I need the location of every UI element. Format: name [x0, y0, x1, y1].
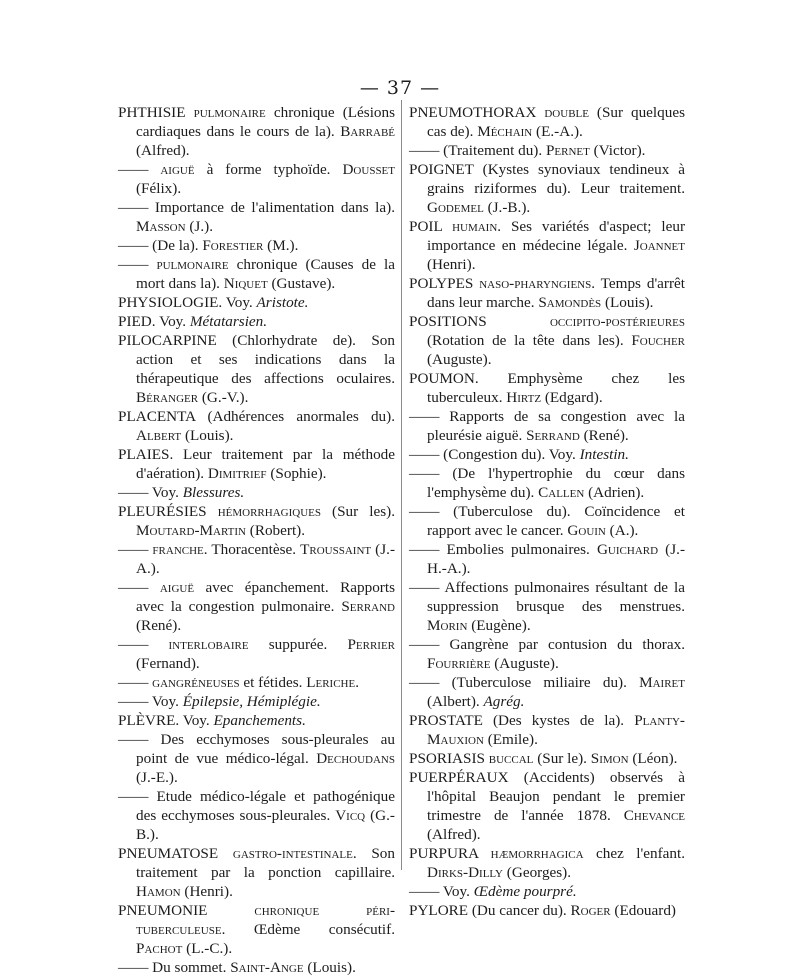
small-caps-text: Béranger	[136, 389, 199, 406]
entry-text: PLAIES. Leur traitement par la méthode d'aération).	[118, 446, 395, 482]
index-entry	[409, 673, 685, 711]
entry-text: chronique (Causes de la mort dans la).	[136, 256, 395, 292]
entry-text: —— (De la).	[118, 237, 203, 254]
entry-text: PLEURÉSIES	[118, 503, 218, 520]
entry-text: ——	[118, 256, 157, 273]
entry-text: (J.-B.).	[483, 199, 531, 216]
entry-text: (Louis).	[181, 427, 234, 444]
entry-text: —— Etude médico-légale et pathogénique des ecchymoses sous-pleurales.	[118, 788, 395, 824]
left-column	[118, 103, 395, 977]
index-entry	[118, 635, 395, 673]
entry-text: POIL	[409, 218, 453, 235]
italic-text: Œdème pourpré.	[473, 883, 577, 900]
index-entry	[118, 483, 395, 502]
entry-text: (E.-A.).	[532, 123, 583, 140]
index-entry	[118, 901, 395, 958]
italic-text: Aristote.	[256, 294, 309, 311]
small-caps-text: Foucher	[631, 332, 685, 349]
index-entry	[118, 103, 395, 160]
entry-text: et fétides.	[239, 674, 307, 691]
small-caps-text: Mairet	[639, 674, 685, 691]
entry-text: —— (Congestion du). Voy.	[409, 446, 580, 463]
entry-text: PURPURA	[409, 845, 491, 862]
index-entry	[409, 749, 685, 768]
small-caps-text: Roger	[570, 902, 611, 919]
entry-text: (Fernand).	[136, 655, 200, 672]
small-caps-text: Moutard-Martin	[136, 522, 246, 539]
index-entry	[118, 787, 395, 844]
entry-text: (Emile).	[483, 731, 538, 748]
index-entry	[118, 312, 395, 331]
entry-text: (Félix).	[136, 180, 182, 197]
small-caps-text: pulmonaire	[193, 104, 266, 121]
small-caps-text: Morin	[427, 617, 468, 634]
small-caps-text: Simon	[590, 750, 629, 767]
small-caps-text: Gouin	[567, 522, 606, 539]
entry-text: —— Des ecchymoses sous-pleurales au point de vue médico-légal.	[118, 731, 395, 767]
small-caps-text: double	[544, 104, 589, 121]
index-entry	[118, 160, 395, 198]
small-caps-text: Pernet	[545, 142, 590, 159]
index-entry	[409, 635, 685, 673]
small-caps-text: Masson	[136, 218, 186, 235]
small-caps-text: Forestier	[202, 237, 264, 254]
small-caps-text: Chevance	[623, 807, 685, 824]
entry-text: (Sur quelques cas de).	[427, 104, 685, 140]
column-divider	[401, 100, 402, 870]
entry-text: (Edouard)	[610, 902, 676, 919]
entry-text: —— (Tuberculose du). Coïncidence et rapport avec le cancer.	[409, 503, 685, 539]
small-caps-text: gastro-intestinale	[232, 845, 353, 862]
entry-text: —— Affections pulmonaires résultant de la suppression brusque des menstrues.	[409, 579, 685, 615]
entry-text: POUMON. Emphysème chez les tuberculeux.	[409, 370, 685, 406]
small-caps-text: Guichard	[596, 541, 659, 558]
entry-text: .	[355, 674, 360, 691]
small-caps-text: Joannet	[633, 237, 685, 254]
small-caps-text: aiguë	[159, 579, 195, 596]
entry-text: (Edgard).	[541, 389, 603, 406]
small-caps-text: Dechoudans	[316, 750, 395, 767]
entry-text: PNEUMOTHORAX	[409, 104, 545, 121]
entry-text: (René).	[579, 427, 629, 444]
entry-text: —— (Traitement du).	[409, 142, 546, 159]
small-caps-text: Samondès	[538, 294, 602, 311]
entry-text: (Léon).	[628, 750, 678, 767]
entry-text: ——	[118, 541, 153, 558]
italic-text: Epanchements.	[213, 712, 306, 729]
entry-text: (Sur les).	[320, 503, 395, 520]
small-caps-text: Dimitrief	[207, 465, 267, 482]
small-caps-text: Leriche	[306, 674, 356, 691]
small-caps-text: Méchain	[477, 123, 533, 140]
entry-text: —— (Tuberculose miliaire du).	[409, 674, 640, 691]
entry-text: (Sur le).	[533, 750, 591, 767]
italic-text: Agrég.	[483, 693, 525, 710]
small-caps-text: Serrand	[341, 598, 395, 615]
entry-text: (Alfred).	[427, 826, 481, 843]
italic-text: Épilepsie, Hémiplégie.	[182, 693, 321, 710]
entry-text: (Gustave).	[267, 275, 336, 292]
index-entry	[409, 578, 685, 635]
entry-text: ——	[118, 636, 169, 653]
entry-text: POSITIONS	[409, 313, 550, 330]
entry-text: PLÈVRE. Voy.	[118, 712, 214, 729]
entry-text: avec épanchement. Rapports avec la congestion pulmonaire.	[136, 579, 395, 615]
entry-text: —— Voy.	[118, 693, 183, 710]
entry-text: (G.-V.).	[198, 389, 249, 406]
small-caps-text: Callen	[538, 484, 585, 501]
entry-text: ——	[118, 579, 160, 596]
entry-text: ——	[118, 161, 161, 178]
entry-text: —— Voy.	[118, 484, 183, 501]
entry-text: —— (De l'hypertrophie du cœur dans l'emphysème du).	[409, 465, 685, 501]
entry-text: —— Embolies pulmonaires.	[409, 541, 597, 558]
index-entry	[409, 369, 685, 407]
entry-text: (G.-B.).	[136, 807, 395, 843]
entry-text: PILOCARPINE (Chlorhydrate de). Son action et ses indications dans la thérapeutique des affections oculaires.	[118, 332, 395, 387]
index-entry	[118, 540, 395, 578]
index-entry	[409, 844, 685, 882]
entry-text: (Albert).	[427, 693, 484, 710]
small-caps-text: buccal	[488, 750, 534, 767]
index-entry	[409, 540, 685, 578]
index-entry	[409, 217, 685, 274]
index-entry	[118, 236, 395, 255]
index-entry	[409, 445, 685, 464]
entry-text: (J.-A.).	[136, 541, 396, 577]
entry-text: (J.).	[185, 218, 213, 235]
entry-text: PLACENTA (Adhérences anormales du).	[118, 408, 395, 425]
small-caps-text: Pachot	[136, 940, 183, 957]
entry-text: (Henri).	[427, 256, 476, 273]
entry-text: POIGNET (Kystes synoviaux tendineux à grains riziformes du). Leur traitement.	[409, 161, 685, 197]
small-caps-text: Vicq	[335, 807, 366, 824]
index-entry	[118, 407, 395, 445]
entry-text: . Ses variétés d'aspect; leur importance en médecine légale.	[427, 218, 685, 254]
index-entry	[118, 958, 395, 977]
index-entry	[409, 312, 685, 369]
entry-text: (Auguste).	[427, 351, 492, 368]
index-entry	[118, 711, 395, 730]
index-entry	[409, 464, 685, 502]
entry-text: . Temps d'arrêt dans leur marche.	[427, 275, 685, 311]
entry-text: à forme typhoïde.	[194, 161, 343, 178]
small-caps-text: Albert	[136, 427, 182, 444]
index-entry	[409, 502, 685, 540]
small-caps-text: Fourrière	[427, 655, 491, 672]
index-entry	[118, 844, 395, 901]
index-entry	[409, 274, 685, 312]
entry-text: PHYSIOLOGIE. Voy.	[118, 294, 257, 311]
entry-text: (Rotation de la tête dans les).	[427, 332, 632, 349]
entry-text: PSORIASIS	[409, 750, 489, 767]
entry-text: (Alfred).	[136, 142, 190, 159]
entry-text: (A.).	[605, 522, 639, 539]
small-caps-text: Barrabé	[340, 123, 395, 140]
entry-text: —— Importance de l'alimentation dans la).	[118, 199, 395, 216]
entry-text: (Auguste).	[490, 655, 559, 672]
entry-text: chronique (Lésions cardiaques dans le cours de la).	[136, 104, 396, 140]
index-entry	[409, 160, 685, 217]
entry-text: (Henri).	[180, 883, 233, 900]
entry-text: (Sophie).	[266, 465, 327, 482]
index-entry	[118, 331, 395, 407]
index-entry	[118, 255, 395, 293]
entry-text: PIED. Voy.	[118, 313, 190, 330]
index-entry	[409, 103, 685, 141]
index-entry	[118, 730, 395, 787]
entry-text: (Robert).	[245, 522, 306, 539]
index-entry	[118, 673, 395, 692]
small-caps-text: hæmorrhagica	[490, 845, 584, 862]
small-caps-text: Niquet	[223, 275, 268, 292]
entry-text: POLYPES	[409, 275, 480, 292]
small-caps-text: Troussaint	[300, 541, 372, 558]
entry-text: (J.-H.-A.).	[427, 541, 685, 577]
index-entry	[118, 445, 395, 483]
entry-text: —— Gangrène par contusion du thorax.	[409, 636, 685, 653]
entry-text: PROSTATE (Des kystes de la).	[409, 712, 635, 729]
italic-text: Intestin.	[579, 446, 629, 463]
entry-text: —— Du sommet.	[118, 959, 231, 976]
entry-text: . Son traitement par la ponction capillaire.	[136, 845, 395, 881]
small-caps-text: Dousset	[342, 161, 395, 178]
small-caps-text: Godemel	[427, 199, 484, 216]
entry-text: (Eugène).	[467, 617, 531, 634]
entry-text: (M.).	[263, 237, 299, 254]
entry-text: (J.-E.).	[136, 769, 178, 786]
entry-text: PUERPÉRAUX (Accidents) observés à l'hôpital Beaujon pendant le premier trimestre de l'année 1878.	[409, 769, 685, 824]
entry-text: (Victor).	[589, 142, 646, 159]
entry-text: . Œdème consécutif.	[221, 921, 395, 938]
index-entry	[118, 578, 395, 635]
small-caps-text: Dirks-Dilly	[427, 864, 503, 881]
small-caps-text: pulmonaire	[156, 256, 229, 273]
entry-text: chez l'enfant.	[583, 845, 685, 862]
small-caps-text: Planty-Mauxion	[427, 712, 685, 748]
small-caps-text: Saint-Ange	[230, 959, 304, 976]
small-caps-text: Hamon	[136, 883, 181, 900]
entry-text: (Louis).	[303, 959, 356, 976]
right-column	[409, 103, 685, 920]
entry-text: —— Rapports de sa congestion avec la pleurésie aiguë.	[409, 408, 685, 444]
small-caps-text: occipito-postérieures	[549, 313, 685, 330]
index-entry	[118, 198, 395, 236]
entry-text: (Georges).	[503, 864, 572, 881]
index-entry	[118, 692, 395, 711]
entry-text: PYLORE (Du cancer du).	[409, 902, 571, 919]
small-caps-text: chronique péri-tuberculeuse	[136, 902, 396, 938]
entry-text: suppurée.	[248, 636, 348, 653]
entry-text: PNEUMATOSE	[118, 845, 233, 862]
small-caps-text: hémorrhagiques	[217, 503, 321, 520]
small-caps-text: Perrier	[347, 636, 396, 653]
page-number: — 37 —	[359, 77, 441, 99]
small-caps-text: Serrand	[526, 427, 580, 444]
small-caps-text: gangréneuses	[152, 674, 240, 691]
italic-text: Blessures.	[182, 484, 245, 501]
small-caps-text: interlobaire	[168, 636, 249, 653]
small-caps-text: naso-pharyngiens	[479, 275, 592, 292]
entry-text: —— Voy.	[409, 883, 474, 900]
italic-text: Métatarsien.	[189, 313, 268, 330]
entry-text: (Louis).	[601, 294, 654, 311]
index-entry	[409, 711, 685, 749]
index-entry	[409, 901, 685, 920]
index-entry	[409, 768, 685, 844]
small-caps-text: humain	[452, 218, 498, 235]
index-entry	[118, 502, 395, 540]
entry-text: (Adrien).	[584, 484, 645, 501]
entry-text: ——	[118, 674, 153, 691]
index-entry	[409, 407, 685, 445]
index-entry	[118, 293, 395, 312]
entry-text: PNEUMONIE	[118, 902, 255, 919]
small-caps-text: aiguë	[160, 161, 195, 178]
entry-text: PHTHISIE	[118, 104, 194, 121]
small-caps-text: Hirtz	[506, 389, 542, 406]
small-caps-text: franche	[152, 541, 204, 558]
index-entry	[409, 141, 685, 160]
entry-text: . Thoracentèse.	[203, 541, 301, 558]
entry-text: (René).	[136, 617, 182, 634]
index-entry	[409, 882, 685, 901]
entry-text: (L.-C.).	[182, 940, 233, 957]
